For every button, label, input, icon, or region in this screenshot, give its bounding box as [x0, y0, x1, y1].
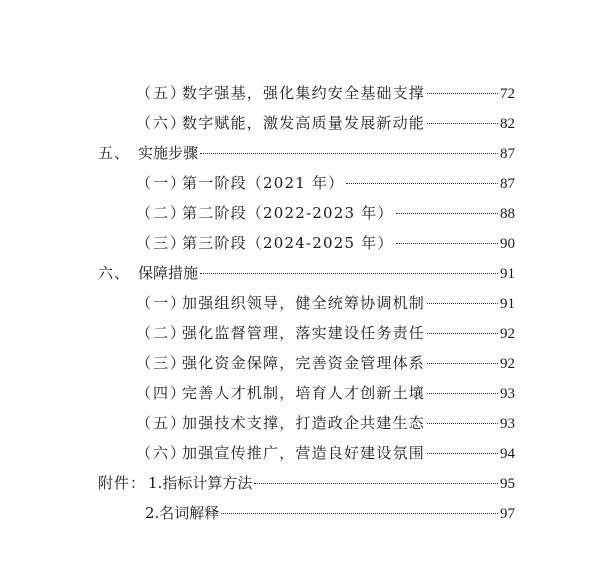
toc-entry-appendix[interactable] — [98, 472, 515, 494]
toc-entry-page: 95 — [500, 476, 515, 492]
toc-entry[interactable] — [136, 352, 515, 374]
toc-dot-leader — [200, 153, 498, 154]
toc-entry[interactable] — [136, 382, 515, 404]
toc-entry-number: 附件： — [98, 474, 147, 492]
toc-dot-leader — [396, 213, 498, 214]
toc-entry-title: 第一阶段（2021 年） — [182, 174, 345, 192]
toc-entry-page: 92 — [500, 356, 515, 372]
toc-entry[interactable] — [136, 82, 515, 104]
toc-entry[interactable] — [136, 292, 515, 314]
toc-entry-number: （三） — [136, 354, 188, 372]
toc-dot-leader — [427, 423, 498, 424]
toc-entry-number: 五、 — [98, 144, 131, 162]
toc-entry-page: 92 — [500, 326, 515, 342]
toc-entry-page: 88 — [500, 206, 515, 222]
toc-entry-title: 2.名词解释 — [145, 504, 220, 522]
toc-entry-title: 加强技术支撑，打造政企共建生态 — [182, 414, 426, 432]
toc-dot-leader — [221, 513, 498, 514]
toc-entry-page: 82 — [500, 116, 515, 132]
toc-entry[interactable] — [136, 112, 515, 134]
toc-dot-leader — [427, 93, 498, 94]
toc-entry[interactable] — [136, 202, 515, 224]
toc-entry[interactable] — [98, 142, 515, 164]
toc-entry-number: 六、 — [98, 264, 131, 282]
toc-entry[interactable] — [136, 322, 515, 344]
toc-dot-leader — [427, 333, 498, 334]
toc-entry-page: 72 — [500, 86, 515, 102]
toc-entry[interactable] — [98, 262, 515, 284]
toc-dot-leader — [427, 123, 498, 124]
toc-entry-title: 第三阶段（2024-2025 年） — [182, 234, 394, 252]
toc-entry-page: 97 — [500, 506, 515, 522]
toc-entry-page: 93 — [500, 416, 515, 432]
toc-dot-leader — [346, 183, 498, 184]
toc-dot-leader — [427, 453, 498, 454]
toc-entry-number: （二） — [136, 324, 188, 342]
toc-entry-number: （一） — [136, 294, 188, 312]
toc-entry-number: （六） — [136, 444, 188, 462]
toc-dot-leader — [200, 273, 498, 274]
toc-entry-title: 数字赋能，激发高质量发展新动能 — [182, 114, 426, 132]
toc-entry-title: 1.指标计算方法 — [148, 474, 253, 492]
toc-entry-title: 数字强基，强化集约安全基础支撑 — [182, 84, 426, 102]
toc-entry[interactable] — [136, 412, 515, 434]
toc-entry-number: （五） — [136, 414, 188, 432]
toc-entry-page: 91 — [500, 266, 515, 282]
toc-entry[interactable] — [136, 232, 515, 254]
toc-entry-title: 强化监督管理，落实建设任务责任 — [182, 324, 426, 342]
toc-entry-title: 加强组织领导，健全统筹协调机制 — [182, 294, 426, 312]
toc-entry-page: 94 — [500, 446, 515, 462]
toc-entry[interactable] — [136, 172, 515, 194]
toc-entry-number: （三） — [136, 234, 188, 252]
toc-entry-title: 实施步骤 — [138, 144, 199, 162]
toc-entry-number: （二） — [136, 204, 188, 222]
toc-dot-leader — [427, 363, 498, 364]
toc-entry-page: 91 — [500, 296, 515, 312]
toc-dot-leader — [254, 483, 498, 484]
toc-entry[interactable] — [136, 442, 515, 464]
toc-entry-number: （六） — [136, 114, 188, 132]
toc-entry-page: 87 — [500, 146, 515, 162]
toc-entry-page: 93 — [500, 386, 515, 402]
toc-entry-appendix[interactable] — [143, 502, 515, 524]
toc-entry-number: （四） — [136, 384, 188, 402]
toc-dot-leader — [427, 393, 498, 394]
toc-entry-number: （五） — [136, 84, 188, 102]
toc-entry-title: 保障措施 — [138, 264, 199, 282]
toc-dot-leader — [396, 243, 498, 244]
toc-entry-page: 90 — [500, 236, 515, 252]
toc-entry-number: （一） — [136, 174, 188, 192]
toc-entry-title: 加强宣传推广，营造良好建设氛围 — [182, 444, 426, 462]
toc-entry-page: 87 — [500, 176, 515, 192]
toc-entry-title: 完善人才机制，培育人才创新土壤 — [182, 384, 426, 402]
toc-entry-title: 强化资金保障，完善资金管理体系 — [182, 354, 426, 372]
toc-dot-leader — [427, 303, 498, 304]
toc-entry-title: 第二阶段（2022-2023 年） — [182, 204, 394, 222]
